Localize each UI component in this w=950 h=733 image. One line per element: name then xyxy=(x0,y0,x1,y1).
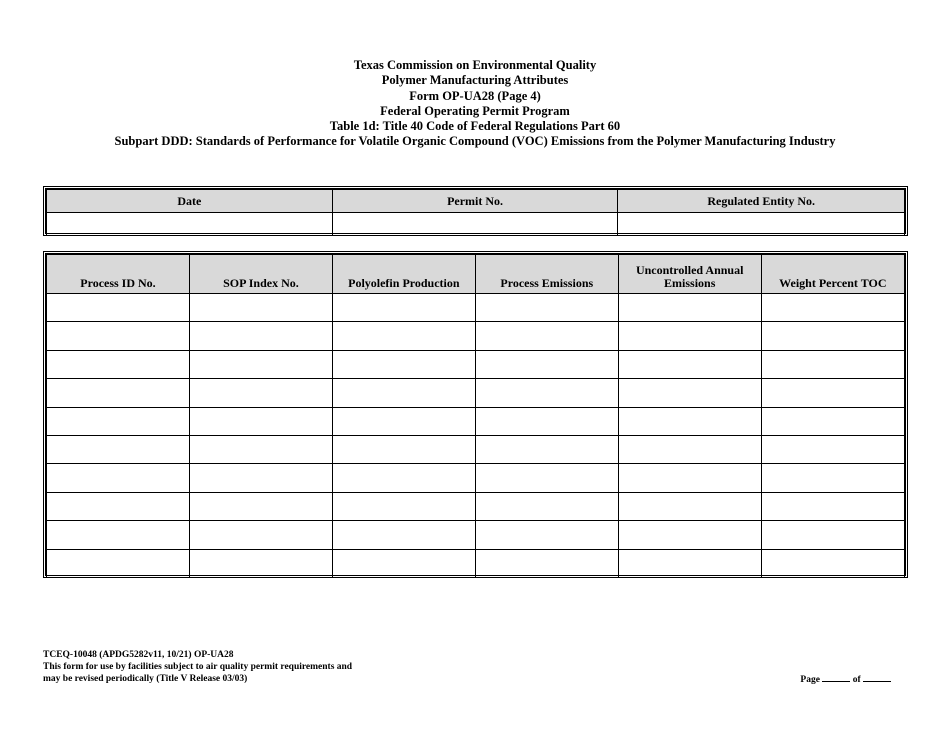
entry-cell[interactable] xyxy=(189,294,332,322)
entry-cell[interactable] xyxy=(618,549,761,577)
table-title: Table 1d: Title 40 Code of Federal Regulations Part 60 xyxy=(329,119,621,134)
entry-cell[interactable] xyxy=(475,435,618,463)
entry-cell[interactable] xyxy=(475,322,618,350)
entry-cell[interactable] xyxy=(47,435,190,463)
entry-cell[interactable] xyxy=(47,492,190,520)
entry-cell[interactable] xyxy=(189,322,332,350)
entry-cell[interactable] xyxy=(618,521,761,549)
entry-cell[interactable] xyxy=(761,464,904,492)
regulated-entity-header: Regulated Entity No. xyxy=(618,190,905,213)
entry-cell[interactable] xyxy=(475,464,618,492)
entry-cell[interactable] xyxy=(189,492,332,520)
entry-cell[interactable] xyxy=(475,492,618,520)
entry-cell[interactable] xyxy=(761,294,904,322)
entry-cell[interactable] xyxy=(475,549,618,577)
table-row xyxy=(47,464,905,492)
entry-cell[interactable] xyxy=(47,294,190,322)
entry-cell[interactable] xyxy=(332,464,475,492)
page-number-field[interactable] xyxy=(822,673,850,682)
entry-cell[interactable] xyxy=(189,464,332,492)
entry-cell[interactable] xyxy=(761,379,904,407)
entry-cell[interactable] xyxy=(475,379,618,407)
entry-cell[interactable] xyxy=(189,379,332,407)
entry-cell[interactable] xyxy=(47,350,190,378)
entry-cell[interactable] xyxy=(475,521,618,549)
polyolefin-production-header: Polyolefin Production xyxy=(332,255,475,294)
entry-cell[interactable] xyxy=(618,350,761,378)
entry-cell[interactable] xyxy=(47,521,190,549)
permit-no-field[interactable] xyxy=(332,213,618,236)
entry-cell[interactable] xyxy=(332,407,475,435)
permit-no-header: Permit No. xyxy=(332,190,618,213)
entry-cell[interactable] xyxy=(332,322,475,350)
table-row xyxy=(47,322,905,350)
attributes-table xyxy=(43,251,908,578)
entry-cell[interactable] xyxy=(618,294,761,322)
entry-cell[interactable] xyxy=(761,492,904,520)
entry-cell[interactable] xyxy=(618,492,761,520)
table-row xyxy=(47,521,905,549)
table-row xyxy=(47,350,905,378)
subpart-title: Subpart DDD: Standards of Performance for Volatile Organic Compound (VOC) Emissions from the Polymer Manufacturing Industry xyxy=(114,134,836,149)
entry-cell[interactable] xyxy=(475,350,618,378)
entry-cell[interactable] xyxy=(618,464,761,492)
sop-index-header: SOP Index No. xyxy=(189,255,332,294)
table-row xyxy=(47,407,905,435)
entry-cell[interactable] xyxy=(332,521,475,549)
entry-cell[interactable] xyxy=(618,407,761,435)
page-counter xyxy=(800,673,891,685)
entry-cell[interactable] xyxy=(332,379,475,407)
form-number: Form OP-UA28 (Page 4) xyxy=(409,88,541,103)
entry-cell[interactable] xyxy=(761,521,904,549)
entry-cell[interactable] xyxy=(761,350,904,378)
entry-cell[interactable] xyxy=(189,435,332,463)
entry-cell[interactable] xyxy=(332,492,475,520)
entry-cell[interactable] xyxy=(618,379,761,407)
entry-cell[interactable] xyxy=(761,549,904,577)
entry-cell[interactable] xyxy=(189,407,332,435)
entry-cell[interactable] xyxy=(47,464,190,492)
usage-note-2: may be revised periodically (Title V Release 03/03) xyxy=(43,673,248,684)
entry-cell[interactable] xyxy=(761,407,904,435)
entry-cell[interactable] xyxy=(47,322,190,350)
entry-cell[interactable] xyxy=(618,435,761,463)
entry-cell[interactable] xyxy=(475,407,618,435)
table-row xyxy=(47,549,905,577)
table-row xyxy=(47,492,905,520)
entry-cell[interactable] xyxy=(47,407,190,435)
entry-cell[interactable] xyxy=(332,435,475,463)
entry-cell[interactable] xyxy=(47,379,190,407)
form-subject: Polymer Manufacturing Attributes xyxy=(381,73,569,88)
id-table xyxy=(43,186,908,236)
of-label: of xyxy=(852,675,861,685)
entry-cell[interactable] xyxy=(332,549,475,577)
entry-cell[interactable] xyxy=(475,294,618,322)
form-header xyxy=(0,58,950,150)
entry-cell[interactable] xyxy=(332,350,475,378)
page-label: Page xyxy=(800,675,820,685)
entry-cell[interactable] xyxy=(189,549,332,577)
uncontrolled-emissions-header: Uncontrolled Annual Emissions xyxy=(618,255,761,294)
page-total-field[interactable] xyxy=(863,673,891,682)
table-row xyxy=(47,435,905,463)
form-id: TCEQ-10048 (APDG5282v11, 10/21) OP-UA28 xyxy=(43,650,234,660)
regulated-entity-field[interactable] xyxy=(618,213,905,236)
table-row xyxy=(47,379,905,407)
process-id-header: Process ID No. xyxy=(47,255,190,294)
weight-percent-toc-header: Weight Percent TOC xyxy=(761,255,904,294)
entry-cell[interactable] xyxy=(618,322,761,350)
date-field[interactable] xyxy=(47,213,333,236)
entry-cell[interactable] xyxy=(761,322,904,350)
entry-cell[interactable] xyxy=(761,435,904,463)
entry-cell[interactable] xyxy=(332,294,475,322)
agency-title: Texas Commission on Environmental Quality xyxy=(353,58,597,72)
program-name: Federal Operating Permit Program xyxy=(380,103,570,118)
entry-cell[interactable] xyxy=(189,521,332,549)
entry-cell[interactable] xyxy=(189,350,332,378)
usage-note-1: This form for use by facilities subject to air quality permit requirements and xyxy=(43,661,353,672)
process-emissions-header: Process Emissions xyxy=(475,255,618,294)
form-footer xyxy=(43,650,352,685)
entry-cell[interactable] xyxy=(47,549,190,577)
date-header: Date xyxy=(47,190,333,213)
table-row xyxy=(47,294,905,322)
